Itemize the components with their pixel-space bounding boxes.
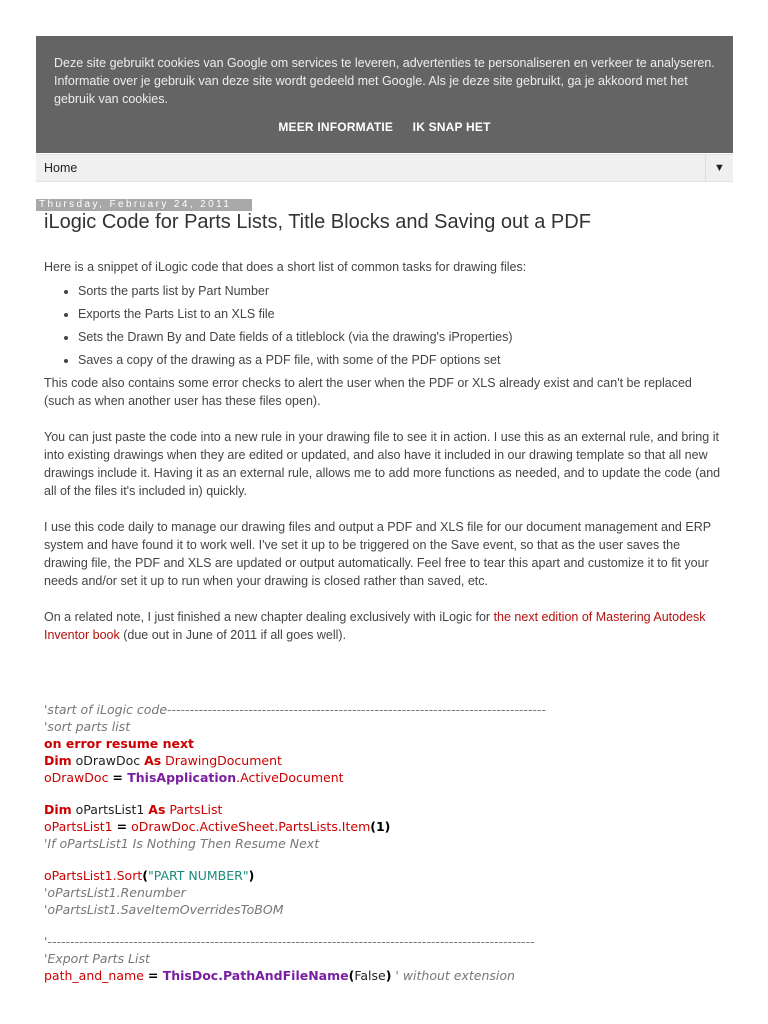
code-line: [44, 769, 724, 786]
code-text: .ActiveDocument: [236, 770, 344, 785]
nav-home-link[interactable]: Home: [44, 161, 78, 175]
code-operator: ): [248, 868, 255, 883]
code-line: [44, 967, 724, 984]
code-operator: =: [112, 770, 123, 785]
code-block: [44, 701, 724, 984]
code-text: oPartsList1: [71, 802, 149, 817]
list-item: • Exports the Parts List to an XLS file: [78, 305, 724, 323]
code-operator: =: [116, 819, 128, 834]
list-item: • Sets the Drawn By and Date fields of a titleblock (via the drawing's iProperties): [78, 328, 724, 346]
post-intro: Here is a snippet of iLogic code that does a short list of common tasks for drawing files:: [44, 260, 527, 274]
code-object: ThisApplication: [122, 770, 237, 785]
post-paragraph: I use this code daily to manage our drawing files and output a PDF and XLS file for our document management and ERP system and have found it to work well. I've set it up to be triggered on the Save event, so that as the user saves the drawing file, the PDF and XLS are updated or output automatically. Feel free to tear this apart and customize it to fit your needs and/or set it up to run when your drawing is closed rather than saved, etc.: [44, 520, 711, 588]
page-nav: [36, 154, 733, 182]
code-spacer: [44, 918, 724, 933]
code-spacer: [44, 786, 724, 801]
paragraph-text: On a related note, I just finished a new chapter dealing exclusively with iLogic for: [44, 610, 494, 624]
cookie-actions: [36, 120, 733, 134]
code-text: oDrawDoc.ActiveSheet.PartsLists.Item: [127, 819, 371, 834]
code-comment: '------------------------------------------------------------------------------------------------------------: [44, 934, 535, 949]
code-text: False: [354, 968, 386, 983]
code-keyword: Dim: [44, 802, 72, 817]
list-item: • Sorts the parts list by Part Number: [78, 282, 724, 300]
cookie-notice: [36, 36, 733, 153]
code-line: [44, 801, 724, 818]
code-line: [44, 818, 724, 835]
code-line: [44, 867, 724, 884]
code-type: PartsList: [165, 802, 223, 817]
post-date: Thursday, February 24, 2011: [36, 199, 252, 211]
code-type: DrawingDocument: [161, 753, 282, 768]
code-line: on error resume next: [44, 736, 194, 751]
code-comment: 'oPartsList1.Renumber: [44, 885, 186, 900]
code-line: [44, 752, 724, 769]
code-comment: 'start of iLogic code------------------------------------------------------------------------------------: [44, 702, 546, 717]
code-text: oDrawDoc: [71, 753, 145, 768]
code-operator: (: [142, 868, 148, 883]
code-operator: ): [385, 968, 392, 983]
code-comment: 'Export Parts List: [44, 951, 150, 966]
post-body: [44, 258, 724, 662]
code-text: oPartsList1: [44, 819, 117, 834]
code-text: path_and_name: [44, 968, 148, 983]
code-keyword: As: [144, 753, 162, 768]
post-paragraph-related: [44, 608, 724, 644]
code-comment: ' without extension: [391, 968, 515, 983]
more-info-link[interactable]: MEER INFORMATIE: [278, 120, 394, 134]
code-keyword: As: [148, 802, 166, 817]
code-comment: 'oPartsList1.SaveItemOverridesToBOM: [44, 902, 284, 917]
code-string: "PART NUMBER": [147, 868, 249, 883]
post-title[interactable]: iLogic Code for Parts Lists, Title Blocks and Saving out a PDF: [44, 211, 591, 233]
code-text: oDrawDoc: [44, 770, 113, 785]
accept-cookies-button[interactable]: IK SNAP HET: [412, 120, 491, 134]
code-keyword: Dim: [44, 753, 72, 768]
cookie-message: Deze site gebruikt cookies van Google om services te leveren, advertenties te personaliseren en verkeer te analyseren. Informatie over je gebruik van deze site wordt gedeeld met Google. Als je deze site gebruikt, ga je akkoord met het gebruik van cookies.: [54, 56, 715, 106]
task-list: [62, 282, 724, 369]
code-operator: (: [348, 968, 355, 983]
post-paragraph: This code also contains some error checks to alert the user when the PDF or XLS already exist and can't be replaced (such as when another user has these files open).: [44, 376, 692, 408]
list-item: • Saves a copy of the drawing as a PDF file, with some of the PDF options set: [78, 351, 724, 369]
code-spacer: [44, 852, 724, 867]
code-operator: =: [147, 968, 159, 983]
code-operator: (1): [370, 819, 391, 834]
post-paragraph: You can just paste the code into a new rule in your drawing file to see it in action. I use this as an external rule, and bring it into existing drawings when they are edited or updated, and also have it included in our drawing template so that all new drawings include it. Having it as an external rule, allows me to add more functions as needed, and to update the code (and all of the files it's included in) quickly.: [44, 430, 721, 498]
code-text: oPartsList1.Sort: [44, 868, 143, 883]
code-comment: 'If oPartsList1 Is Nothing Then Resume Next: [44, 836, 320, 851]
code-comment: 'sort parts list: [44, 719, 131, 734]
chevron-down-icon[interactable]: ▼: [705, 155, 733, 181]
code-object: ThisDoc.PathAndFileName: [158, 968, 349, 983]
book-link[interactable]: the next edition of Mastering Autodesk Inventor book: [44, 610, 706, 642]
paragraph-text: (due out in June of 2011 if all goes well).: [119, 628, 347, 642]
